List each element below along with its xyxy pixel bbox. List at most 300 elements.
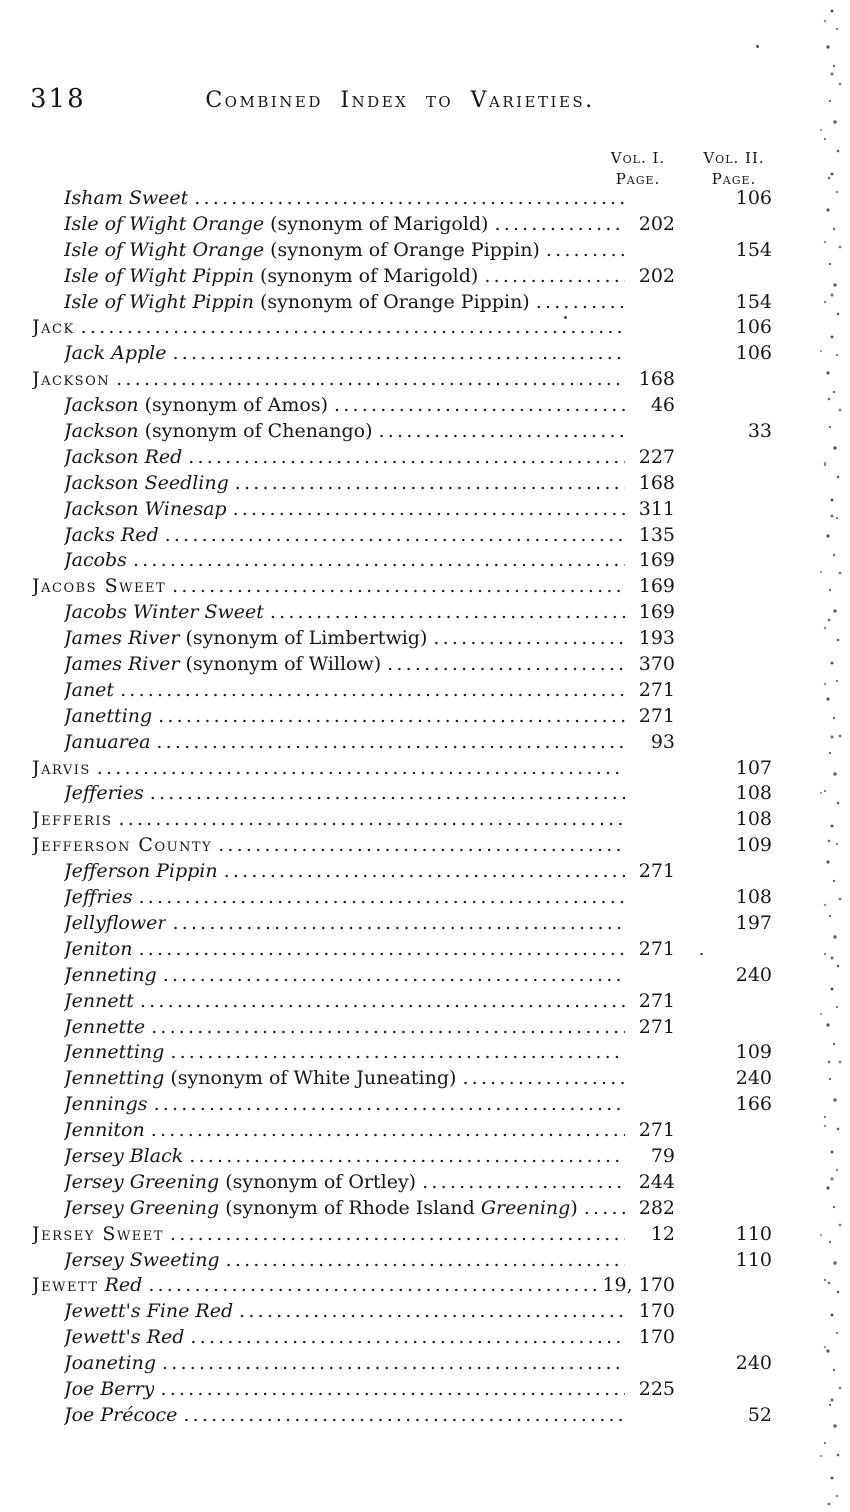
entry-name-segment: Jennett bbox=[64, 989, 134, 1012]
entry-name bbox=[64, 497, 227, 523]
dot-leader bbox=[165, 523, 625, 549]
dot-leader bbox=[118, 807, 625, 833]
entry-name-segment: Jennetting bbox=[64, 1041, 165, 1064]
entry-name bbox=[64, 989, 134, 1015]
entry-name-segment: Jacobs Winter Sweet bbox=[64, 601, 264, 624]
entry-name bbox=[64, 678, 114, 704]
vol1-page bbox=[625, 1066, 675, 1092]
vol2-page bbox=[675, 678, 772, 704]
vol1-page bbox=[625, 315, 675, 341]
index-entry-row bbox=[32, 1015, 772, 1041]
entry-name-segment: (synonym of Orange Pippin) bbox=[264, 238, 540, 261]
entry-name bbox=[64, 1066, 456, 1092]
column-header-vol1-line2: Page. bbox=[615, 170, 661, 188]
entry-name-segment: Janetting bbox=[64, 704, 153, 727]
vol1-page: 271 bbox=[638, 1015, 675, 1038]
vol1-page: 271 bbox=[638, 704, 675, 727]
index-entry-row bbox=[32, 937, 772, 963]
entry-name-segment: Jack Apple bbox=[64, 342, 167, 365]
vol1-page bbox=[625, 290, 675, 316]
entry-name bbox=[64, 1015, 145, 1041]
entry-name bbox=[64, 1118, 145, 1144]
index-entry-row bbox=[32, 1248, 772, 1274]
entry-name-segment: (synonym of Amos) bbox=[138, 394, 329, 417]
dot-leader bbox=[235, 471, 625, 497]
entry-name-segment: (synonym of Ortley) bbox=[219, 1170, 417, 1193]
entry-name bbox=[64, 1351, 156, 1377]
dot-leader bbox=[233, 497, 625, 523]
index-entry-row bbox=[32, 419, 772, 445]
entry-name bbox=[64, 341, 167, 367]
entry-name bbox=[64, 859, 218, 885]
entry-name bbox=[64, 264, 478, 290]
vol2-page: 109 bbox=[735, 834, 772, 857]
dot-leader bbox=[133, 548, 625, 574]
vol2-page bbox=[675, 523, 772, 549]
vol2-page bbox=[675, 1196, 772, 1222]
vol2-page bbox=[675, 859, 772, 885]
vol1-page bbox=[625, 781, 675, 807]
vol2-page: 240 bbox=[735, 963, 772, 986]
entry-name-segment: Greening bbox=[480, 1196, 571, 1219]
dot-leader bbox=[546, 238, 625, 264]
entry-name bbox=[64, 652, 381, 678]
entry-name-segment: Jellyflower bbox=[64, 911, 167, 934]
entry-name bbox=[64, 393, 328, 419]
entry-name bbox=[64, 1377, 154, 1403]
dot-leader bbox=[173, 341, 625, 367]
vol1-page bbox=[625, 1248, 675, 1274]
index-entry-row bbox=[32, 1325, 772, 1351]
vol2-page bbox=[675, 626, 772, 652]
vol1-page bbox=[625, 885, 675, 911]
entry-name bbox=[64, 186, 188, 212]
vol2-page bbox=[675, 264, 772, 290]
entry-name-segment: Jefferies bbox=[64, 782, 144, 805]
index-entry-row bbox=[32, 1040, 772, 1066]
entry-name bbox=[64, 1196, 578, 1222]
entry-name bbox=[64, 730, 150, 756]
vol2-page bbox=[675, 1144, 772, 1170]
entry-name bbox=[64, 704, 152, 730]
vol1-page: 282 bbox=[638, 1196, 675, 1219]
entry-name bbox=[64, 963, 157, 989]
vol1-page: 19, 170 bbox=[602, 1274, 675, 1297]
index-entry-row bbox=[32, 341, 772, 367]
vol1-page: 271 bbox=[638, 937, 675, 960]
entry-name-segment: Jackson bbox=[32, 368, 111, 391]
index-entry-row bbox=[32, 238, 772, 264]
vol2-page: 106 bbox=[735, 342, 772, 365]
index-entry-row bbox=[32, 833, 772, 859]
vol2-page bbox=[675, 1015, 772, 1041]
index-entry-row bbox=[32, 989, 772, 1015]
dot-leader bbox=[387, 652, 625, 678]
index-entry-row bbox=[32, 730, 772, 756]
entry-name-segment: James River bbox=[64, 653, 180, 676]
index-entry-row bbox=[32, 548, 772, 574]
vol2-page bbox=[675, 1170, 772, 1196]
entry-name bbox=[64, 548, 127, 574]
entry-name-segment: Jenniton bbox=[64, 1119, 145, 1142]
index-entry-row bbox=[32, 781, 772, 807]
entry-name-segment: Jefferson County bbox=[32, 834, 213, 857]
entry-name-segment: Jacks Red bbox=[64, 523, 159, 546]
vol2-page: 107 bbox=[735, 756, 772, 779]
entry-name-segment: Jersey Greening bbox=[64, 1170, 220, 1193]
entry-name-segment: Isle of Wight Pippin bbox=[64, 264, 254, 287]
entry-name bbox=[32, 807, 112, 833]
vol1-page: 244 bbox=[638, 1170, 675, 1193]
vol2-page: 166 bbox=[735, 1093, 772, 1116]
vol2-page: 240 bbox=[735, 1352, 772, 1375]
dot-leader bbox=[270, 600, 625, 626]
dot-leader bbox=[150, 781, 625, 807]
index-entry-row bbox=[32, 704, 772, 730]
vol1-page: 227 bbox=[638, 445, 675, 468]
entry-name bbox=[64, 600, 264, 626]
vol2-page bbox=[675, 471, 772, 497]
vol1-page bbox=[625, 1040, 675, 1066]
entry-name bbox=[64, 1144, 183, 1170]
index-entry-row bbox=[32, 1144, 772, 1170]
entry-name-segment: Jackson bbox=[64, 420, 139, 443]
index-entry-row bbox=[32, 1273, 772, 1299]
vol1-page: 12 bbox=[650, 1222, 675, 1245]
dot-leader bbox=[462, 1066, 625, 1092]
dot-leader bbox=[226, 1248, 625, 1274]
entry-name-segment: Jefferis bbox=[32, 808, 113, 831]
entry-name bbox=[64, 212, 488, 238]
vol1-page: 271 bbox=[638, 678, 675, 701]
dot-leader bbox=[218, 833, 625, 859]
vol1-page bbox=[625, 807, 675, 833]
entry-name-segment: Jackson bbox=[64, 394, 139, 417]
column-header-vol2-line2: Page. bbox=[711, 170, 757, 188]
entry-name-segment: (synonym of Willow) bbox=[179, 653, 382, 676]
vol1-page: 168 bbox=[638, 471, 675, 494]
entry-name-segment: ) bbox=[570, 1196, 578, 1219]
vol1-page: 271 bbox=[638, 989, 675, 1012]
entry-name bbox=[32, 1273, 142, 1299]
vol1-page: 46 bbox=[650, 394, 675, 417]
dot-leader bbox=[170, 1040, 625, 1066]
vol2-page bbox=[675, 600, 772, 626]
vol1-page: 170 bbox=[638, 1300, 675, 1323]
index-entry-row bbox=[32, 1222, 772, 1248]
vol1-page: 168 bbox=[638, 368, 675, 391]
entry-name-segment: Jennetting bbox=[64, 1067, 165, 1090]
entry-name-segment: Joe Berry bbox=[64, 1377, 155, 1400]
vol2-page: 106 bbox=[735, 187, 772, 209]
vol1-page: 311 bbox=[638, 497, 675, 520]
index-entry-row bbox=[32, 1092, 772, 1118]
dot-leader bbox=[536, 290, 625, 316]
dot-leader bbox=[81, 315, 625, 341]
index-entry-row bbox=[32, 1377, 772, 1403]
index-entry-row bbox=[32, 1196, 772, 1222]
dot-leader bbox=[188, 445, 625, 471]
index-entry-row bbox=[32, 186, 772, 212]
entry-name bbox=[64, 626, 427, 652]
dot-leader bbox=[172, 574, 625, 600]
entry-name-segment: Jersey Sweet bbox=[32, 1222, 164, 1245]
vol1-page bbox=[625, 1092, 675, 1118]
index-entry-row bbox=[32, 1118, 772, 1144]
dot-leader bbox=[160, 1377, 625, 1403]
index-entry-row bbox=[32, 1351, 772, 1377]
index-entry-row bbox=[32, 885, 772, 911]
entry-name bbox=[32, 756, 91, 782]
index-entry-row bbox=[32, 756, 772, 782]
vol1-page: 170 bbox=[638, 1326, 675, 1349]
page-title: Combined Index to Varieties. bbox=[205, 88, 595, 113]
dot-leader bbox=[148, 1273, 602, 1299]
scan-edge-noise-inner bbox=[816, 0, 842, 1512]
dot-leader bbox=[138, 885, 625, 911]
dot-leader bbox=[433, 626, 625, 652]
entry-name-segment: Isham Sweet bbox=[64, 187, 189, 209]
entry-name-segment: Jewett's Red bbox=[64, 1326, 185, 1349]
entry-name bbox=[64, 1092, 148, 1118]
vol2-page bbox=[675, 704, 772, 730]
dot-leader bbox=[334, 393, 625, 419]
page-number: 318 bbox=[30, 84, 86, 114]
vol2-page: 52 bbox=[747, 1403, 772, 1426]
vol2-page: 106 bbox=[735, 316, 772, 339]
dot-leader bbox=[224, 859, 625, 885]
dot-leader bbox=[172, 911, 625, 937]
vol2-page bbox=[675, 1377, 772, 1403]
dot-leader bbox=[156, 730, 625, 756]
vol2-page bbox=[675, 367, 772, 393]
vol2-page: 110 bbox=[735, 1248, 772, 1271]
index-entry-row bbox=[32, 393, 772, 419]
entry-name bbox=[64, 1170, 416, 1196]
vol1-page: 193 bbox=[638, 627, 675, 650]
entry-name-segment: (synonym of Marigold) bbox=[253, 264, 479, 287]
index-entry-row bbox=[32, 1170, 772, 1196]
entry-name-segment: Joe Précoce bbox=[64, 1403, 178, 1426]
entry-name-segment: Jersey Black bbox=[64, 1144, 184, 1167]
vol2-page: 108 bbox=[735, 808, 772, 831]
entry-name bbox=[64, 445, 182, 471]
vol2-page: 240 bbox=[735, 1067, 772, 1090]
entry-name bbox=[64, 1040, 164, 1066]
entry-name-segment: (synonym of Marigold) bbox=[264, 212, 489, 235]
vol1-page: 169 bbox=[638, 601, 675, 624]
entry-name-segment: (synonym of Orange Pippin) bbox=[253, 290, 530, 313]
entry-name-segment: Jackson Winesap bbox=[64, 497, 227, 520]
dot-leader bbox=[154, 1092, 625, 1118]
entry-name-segment: Janet bbox=[64, 678, 115, 701]
dot-leader bbox=[151, 1118, 625, 1144]
vol2-page bbox=[675, 212, 772, 238]
vol1-page: 169 bbox=[638, 575, 675, 598]
entry-name-segment: Jefferson Pippin bbox=[64, 860, 218, 883]
vol1-page bbox=[625, 963, 675, 989]
entry-name bbox=[64, 1403, 177, 1429]
entry-name-segment: Jackson Red bbox=[64, 445, 183, 468]
vol2-page bbox=[675, 1325, 772, 1351]
entry-name-segment: Januarea bbox=[64, 730, 151, 753]
entry-name bbox=[64, 885, 132, 911]
vol1-page: 271 bbox=[638, 860, 675, 883]
entry-name-segment: Jewett bbox=[32, 1274, 99, 1297]
index-entry-row bbox=[32, 315, 772, 341]
scan-speck bbox=[756, 45, 759, 48]
vol2-page bbox=[675, 1299, 772, 1325]
index-entry-row bbox=[32, 911, 772, 937]
index-entry-row bbox=[32, 678, 772, 704]
dot-leader bbox=[189, 1144, 625, 1170]
dot-leader bbox=[163, 963, 625, 989]
index-entry-row bbox=[32, 1299, 772, 1325]
vol1-page bbox=[625, 1351, 675, 1377]
entry-name bbox=[32, 833, 212, 859]
dot-leader bbox=[379, 419, 625, 445]
entry-name bbox=[64, 523, 159, 549]
entry-name-segment: Jenneting bbox=[64, 963, 157, 986]
index-entry-row bbox=[32, 574, 772, 600]
vol1-page: 225 bbox=[638, 1377, 675, 1400]
vol2-page: 197 bbox=[735, 911, 772, 934]
scan-speck bbox=[564, 316, 567, 319]
vol1-page bbox=[625, 911, 675, 937]
vol1-page: 202 bbox=[638, 264, 675, 287]
entry-name-segment: Jersey Sweeting bbox=[64, 1248, 220, 1271]
entry-name-segment: Jennette bbox=[64, 1015, 146, 1038]
index-entry-row bbox=[32, 212, 772, 238]
dot-leader bbox=[158, 704, 625, 730]
index-entry-row bbox=[32, 807, 772, 833]
index-entry-row bbox=[32, 1066, 772, 1092]
vol2-page: 108 bbox=[735, 886, 772, 909]
vol2-page bbox=[675, 937, 772, 963]
dot-leader bbox=[484, 264, 625, 290]
vol1-page bbox=[625, 1403, 675, 1429]
vol1-page bbox=[625, 341, 675, 367]
entry-name-segment: Jersey Greening bbox=[64, 1196, 220, 1219]
entry-name-segment: Jeffries bbox=[64, 886, 133, 909]
vol2-page: 110 bbox=[735, 1222, 772, 1245]
index-entry-row bbox=[32, 1403, 772, 1429]
dot-leader bbox=[183, 1403, 625, 1429]
entry-name bbox=[64, 937, 133, 963]
vol1-page bbox=[625, 419, 675, 445]
entry-name-segment: Isle of Wight Pippin bbox=[64, 290, 254, 313]
entry-name-segment: Isle of Wight Orange bbox=[64, 212, 265, 235]
entry-name bbox=[64, 911, 166, 937]
column-header-vol1 bbox=[596, 148, 680, 190]
vol1-page bbox=[625, 238, 675, 264]
entry-name-segment: Jack bbox=[32, 316, 75, 339]
entry-name-segment: (synonym of Rhode Island bbox=[219, 1196, 481, 1219]
vol2-page bbox=[675, 989, 772, 1015]
entry-name-segment: Red bbox=[98, 1274, 143, 1297]
vol2-page bbox=[675, 445, 772, 471]
vol2-page: 108 bbox=[735, 782, 772, 805]
entry-name bbox=[64, 781, 144, 807]
vol2-page bbox=[675, 730, 772, 756]
vol1-page: 93 bbox=[650, 730, 675, 753]
scan-speck bbox=[700, 953, 703, 955]
vol2-page bbox=[675, 1273, 772, 1299]
entry-name-segment: (synonym of White Juneating) bbox=[164, 1067, 457, 1090]
index-entry-row bbox=[32, 264, 772, 290]
index-entry-row bbox=[32, 963, 772, 989]
column-header-vol1-line1: Vol. I. bbox=[610, 149, 666, 167]
dot-leader bbox=[120, 678, 625, 704]
dot-leader bbox=[170, 1222, 625, 1248]
vol2-page: 154 bbox=[735, 290, 772, 313]
entry-name-segment: Jacobs Sweet bbox=[32, 575, 167, 598]
vol2-page: 109 bbox=[735, 1041, 772, 1064]
entry-name-segment: Joaneting bbox=[64, 1352, 156, 1375]
entry-name bbox=[64, 290, 530, 316]
entry-name-segment: Jarvis bbox=[32, 756, 91, 779]
dot-leader bbox=[194, 186, 625, 212]
dot-leader bbox=[140, 989, 625, 1015]
dot-leader bbox=[116, 367, 625, 393]
entry-name bbox=[64, 471, 229, 497]
vol1-page: 135 bbox=[638, 523, 675, 546]
vol2-page: 154 bbox=[735, 238, 772, 261]
index-entry-row bbox=[32, 367, 772, 393]
index-entry-row bbox=[32, 600, 772, 626]
vol2-page bbox=[675, 393, 772, 419]
index-entry-row bbox=[32, 523, 772, 549]
entry-name-segment: (synonym of Chenango) bbox=[138, 420, 373, 443]
vol2-page bbox=[675, 1118, 772, 1144]
column-header-vol2 bbox=[692, 148, 776, 190]
index-entries bbox=[32, 186, 772, 1429]
dot-leader bbox=[162, 1351, 625, 1377]
vol1-page: 169 bbox=[638, 549, 675, 572]
entry-name-segment: James River bbox=[64, 627, 180, 650]
dot-leader bbox=[139, 937, 626, 963]
vol1-page bbox=[625, 756, 675, 782]
index-entry-row bbox=[32, 290, 772, 316]
vol2-page: 33 bbox=[747, 420, 772, 443]
dot-leader bbox=[422, 1170, 625, 1196]
vol2-page bbox=[675, 574, 772, 600]
entry-name-segment: Jeniton bbox=[64, 937, 133, 960]
entry-name-segment: Jackson Seedling bbox=[64, 471, 229, 494]
entry-name-segment: (synonym of Limbertwig) bbox=[179, 627, 428, 650]
index-entry-row bbox=[32, 445, 772, 471]
vol1-page: 271 bbox=[638, 1119, 675, 1142]
entry-name bbox=[64, 1248, 220, 1274]
entry-name bbox=[32, 315, 75, 341]
entry-name bbox=[32, 1222, 164, 1248]
entry-name-segment: Isle of Wight Orange bbox=[64, 238, 265, 261]
vol1-page: 79 bbox=[650, 1144, 675, 1167]
column-header-vol2-line1: Vol. II. bbox=[703, 149, 765, 167]
vol1-page: 370 bbox=[638, 653, 675, 676]
dot-leader bbox=[97, 756, 625, 782]
index-entry-row bbox=[32, 626, 772, 652]
entry-name bbox=[64, 1299, 233, 1325]
index-entry-row bbox=[32, 471, 772, 497]
vol1-page bbox=[625, 186, 675, 212]
dot-leader bbox=[494, 212, 625, 238]
entry-name bbox=[32, 367, 110, 393]
vol2-page bbox=[675, 548, 772, 574]
entry-name-segment: Jacobs bbox=[64, 549, 127, 572]
entry-name bbox=[64, 1325, 184, 1351]
dot-leader bbox=[151, 1015, 625, 1041]
